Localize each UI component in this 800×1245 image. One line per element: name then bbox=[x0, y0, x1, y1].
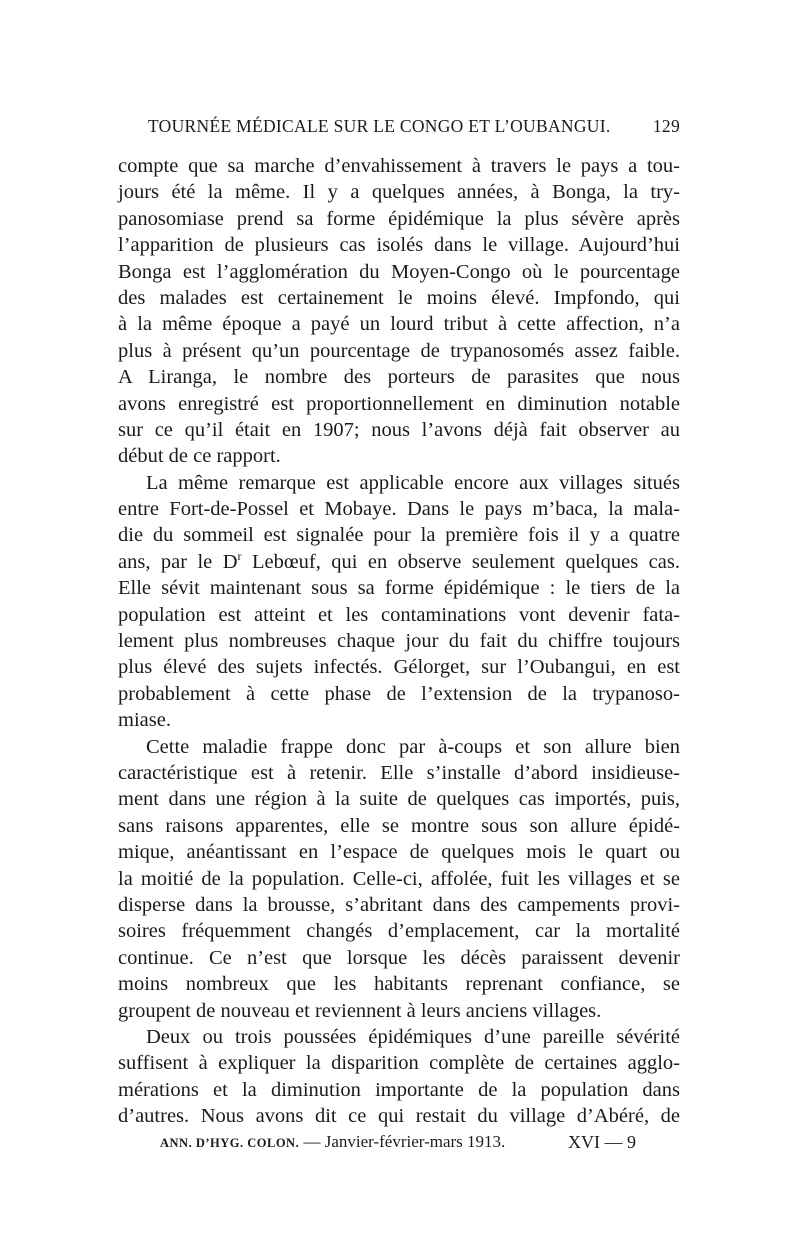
text-line-content: soires fréquemment changés d’emplacement, car la mortalité bbox=[118, 920, 680, 943]
text-line-content: avons enregistré est proportionnellement en diminution notable bbox=[118, 392, 680, 415]
text-line-content: entre Fort-de-Possel et Mobaye. Dans le pays m’baca, la mala- bbox=[118, 498, 680, 521]
text-line-content: l’apparition de plusieurs cas isolés dans le village. Aujourd’hui bbox=[118, 234, 680, 257]
text-line-content: La même remarque est applicable encore aux villages situés bbox=[146, 471, 680, 494]
text-line bbox=[118, 153, 680, 179]
text-line bbox=[118, 892, 680, 918]
text-line-content: suffisent à expliquer la disparition complète de certaines agglo- bbox=[118, 1052, 680, 1075]
text-line-content: ment dans une région à la suite de quelques cas importés, puis, bbox=[118, 788, 680, 811]
text-line bbox=[118, 998, 680, 1024]
text-line bbox=[118, 971, 680, 997]
page-number: 129 bbox=[652, 116, 680, 136]
text-line bbox=[118, 285, 680, 311]
text-line-content: plus élevé des sujets infectés. Gélorget, sur l’Oubangui, en est bbox=[118, 656, 680, 679]
text-line bbox=[118, 813, 680, 839]
text-line-content: Cette maladie frappe donc par à-coups et son allure bien bbox=[146, 735, 680, 758]
text-line bbox=[118, 364, 680, 390]
text-line bbox=[118, 918, 680, 944]
footer-signature: XVI — 9 bbox=[568, 1132, 636, 1152]
text-line-content: groupent de nouveau et reviennent à leurs anciens villages. bbox=[118, 999, 602, 1022]
text-line-content: A Liranga, le nombre des porteurs de parasites que nous bbox=[118, 366, 680, 389]
superscript: r bbox=[237, 549, 242, 564]
text-line bbox=[118, 391, 680, 417]
text-line bbox=[118, 496, 680, 522]
text-line-content: panosomiase prend sa forme épidémique la plus sévère après bbox=[118, 207, 680, 230]
text-line-content: miase. bbox=[118, 709, 171, 732]
text-line bbox=[118, 206, 680, 232]
text-line bbox=[118, 786, 680, 812]
running-title: TOURNÉE MÉDICALE SUR LE CONGO ET L’OUBANGUI. bbox=[148, 116, 611, 136]
text-line-content: probablement à cette phase de l’extension de la trypanoso- bbox=[118, 682, 680, 705]
text-line bbox=[118, 1103, 680, 1129]
body-text bbox=[118, 153, 680, 1129]
text-line-content: jours été la même. Il y a quelques années, à Bonga, la try- bbox=[118, 181, 680, 204]
text-line-content: die du sommeil est signalée pour la première fois il y a quatre bbox=[118, 524, 680, 547]
text-line-content: Elle sévit maintenant sous sa forme épidémique : le tiers de la bbox=[118, 577, 680, 600]
text-line-content: caractéristique est à retenir. Elle s’installe d’abord insidieuse- bbox=[118, 761, 680, 784]
text-line bbox=[118, 1077, 680, 1103]
text-line bbox=[118, 259, 680, 285]
text-line-continuation: Lebœuf, qui en observe seulement quelques cas. bbox=[241, 550, 680, 573]
footer-date: Janvier-février-mars 1913. bbox=[324, 1132, 506, 1151]
text-line bbox=[118, 760, 680, 786]
text-line bbox=[118, 1024, 680, 1050]
text-line-content: disperse dans la brousse, s’abritant dans des campements provi- bbox=[118, 893, 680, 916]
footer-dash: — bbox=[299, 1132, 325, 1151]
text-line bbox=[118, 311, 680, 337]
text-line-content: d’autres. Nous avons dit ce qui restait du village d’Abéré, de bbox=[118, 1105, 680, 1128]
text-line bbox=[118, 734, 680, 760]
text-line-content: mérations et la diminution importante de la population dans bbox=[118, 1078, 680, 1101]
text-line-content: compte que sa marche d’envahissement à travers le pays a tou- bbox=[118, 155, 680, 177]
text-line bbox=[118, 602, 680, 628]
text-line bbox=[118, 522, 680, 548]
text-line bbox=[118, 681, 680, 707]
text-line bbox=[118, 417, 680, 443]
text-line-content: la moitié de la population. Celle-ci, affolée, fuit les villages et se bbox=[118, 867, 680, 890]
footer-journal: ANN. D’HYG. COLON. bbox=[160, 1136, 300, 1150]
text-line-content: Bonga est l’agglomération du Moyen-Congo où le pourcentage bbox=[118, 260, 680, 283]
text-line-content: mique, anéantissant en l’espace de quelques mois le quart ou bbox=[118, 841, 680, 864]
text-line bbox=[118, 179, 680, 205]
text-line bbox=[118, 945, 680, 971]
text-line-content: sans raisons apparentes, elle se montre sous son allure épidé- bbox=[118, 814, 680, 837]
text-line-content: sur ce qu’il était en 1907; nous l’avons déjà fait observer au bbox=[118, 418, 680, 441]
text-line-content: début de ce rapport. bbox=[118, 445, 281, 468]
text-line bbox=[118, 628, 680, 654]
text-line bbox=[118, 470, 680, 496]
text-line bbox=[118, 575, 680, 601]
text-line bbox=[118, 707, 680, 733]
text-line-content: lement plus nombreuses chaque jour du fait du chiffre toujours bbox=[118, 630, 680, 653]
text-line bbox=[118, 338, 680, 364]
text-line-content: des malades est certainement le moins élevé. Impfondo, qui bbox=[118, 286, 680, 309]
page-footer bbox=[160, 1132, 670, 1152]
text-line-content: moins nombreux que les habitants reprenant confiance, se bbox=[118, 973, 680, 996]
text-line bbox=[118, 549, 680, 575]
text-line-content: plus à présent qu’un pourcentage de trypanosomés assez faible. bbox=[118, 339, 680, 362]
text-line-content: Deux ou trois poussées épidémiques d’une pareille sévérité bbox=[146, 1025, 680, 1048]
text-line-content: population est atteint et les contaminations vont devenir fata- bbox=[118, 603, 680, 626]
text-line bbox=[118, 866, 680, 892]
text-line bbox=[118, 654, 680, 680]
text-line-content: continue. Ce n’est que lorsque les décès paraissent devenir bbox=[118, 946, 680, 969]
text-line bbox=[118, 839, 680, 865]
text-line bbox=[118, 443, 680, 469]
running-header bbox=[148, 116, 680, 137]
text-line bbox=[118, 1050, 680, 1076]
text-line bbox=[118, 232, 680, 258]
text-line-content: à la même époque a payé un lourd tribut à cette affection, n’a bbox=[118, 313, 680, 336]
text-line-content: ans, par le D bbox=[118, 550, 238, 573]
